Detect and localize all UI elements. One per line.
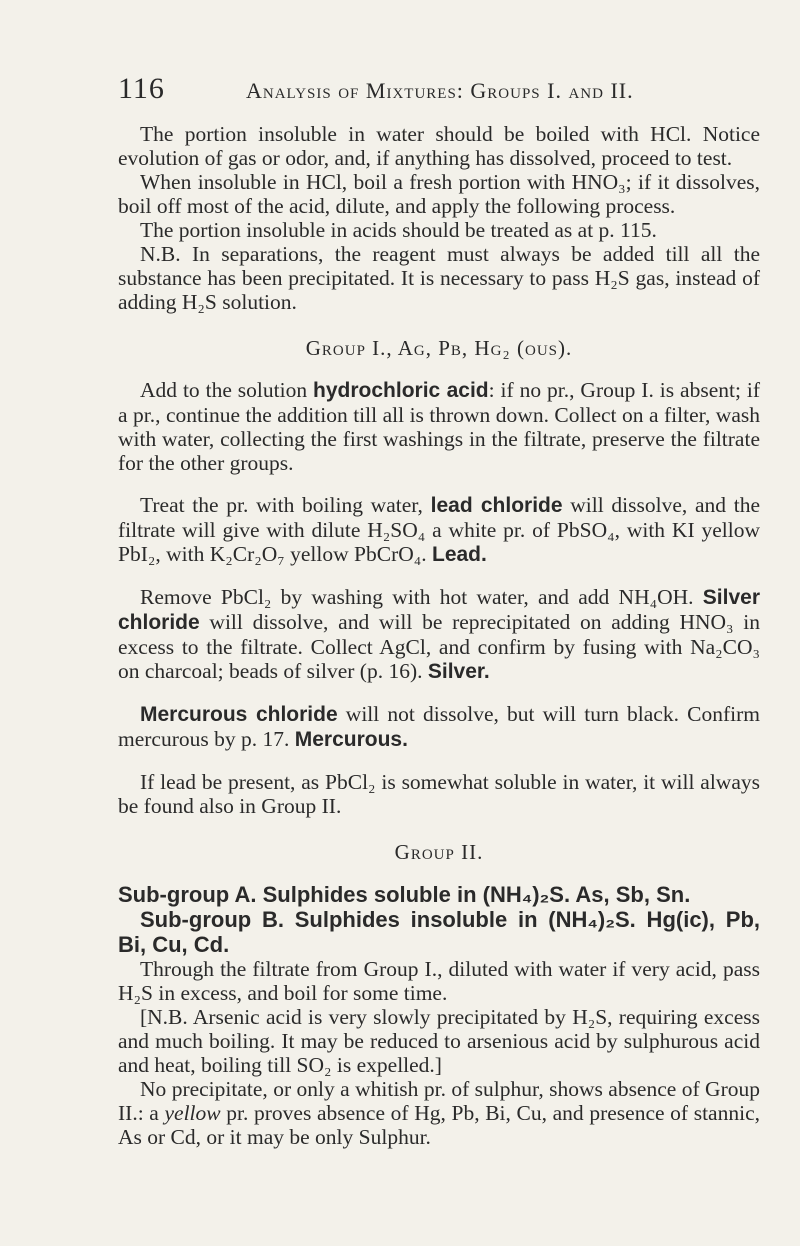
sub-group-b: Sub-group B. Sulphides insoluble in (NH₄)₂S. Hg(ic), Pb, Bi, Cu, Cd. xyxy=(118,907,760,957)
group-2-heading: Group II. xyxy=(394,840,484,864)
text-run: Add to the solution xyxy=(140,378,314,402)
group-2-paragraph xyxy=(118,1077,760,1149)
compound-name: lead chloride xyxy=(430,494,563,517)
text-run: will dissolve, and the filtrate will give with dilute H₂SO₄ a white pr. of PbSO₄, with KI yellow PbI₂, with K₂Cr₂O₇ yellow PbCrO₄. xyxy=(118,493,761,566)
result-label: Mercurous. xyxy=(294,728,408,751)
result-label: Lead. xyxy=(432,543,487,566)
group-1-paragraph xyxy=(118,493,760,567)
text-run: will dissolve, and will be reprecipitated on adding HNO₃ in excess to the filtrate. Collect AgCl, and confirm by fusing with Na₂CO₃ on charcoal; beads of silver (p. 16). xyxy=(118,610,760,683)
page-number: 116 xyxy=(118,72,165,105)
intro-paragraph: The portion insoluble in acids should be treated as at p. 115. xyxy=(140,218,657,242)
italic-word: yellow xyxy=(164,1101,221,1125)
text-run: Remove PbCl₂ by washing with hot water, and add NH₄OH. xyxy=(140,585,703,609)
page-body xyxy=(118,122,760,1149)
running-title: Analysis of Mixtures: Groups I. and II. xyxy=(246,78,634,103)
sub-group-a: Sub-group A. Sulphides soluble in (NH₄)₂S. As, Sb, Sn. xyxy=(118,882,691,907)
group-1-paragraph xyxy=(118,702,760,752)
reagent-name: hydrochloric acid xyxy=(313,379,489,402)
intro-paragraph: When insoluble in HCl, boil a fresh portion with HNO₃; if it dissolves, boil off most of the acid, dilute, and apply the following process. xyxy=(118,170,760,218)
text-run: No precipitate, or only a whitish pr. of sulphur, shows absence of Group II.: a xyxy=(118,1077,760,1125)
group-1-paragraph: If lead be present, as PbCl₂ is somewhat soluble in water, it will always be found also in Group II. xyxy=(118,770,760,818)
nb-paragraph: N.B. In separations, the reagent must always be added till all the substance has been precipitated. It is necessary to pass H₂S gas, instead of adding H₂S solution. xyxy=(118,242,760,314)
text-run: pr. proves absence of Hg, Pb, Bi, Cu, and presence of stannic, As or Cd, or it may be only Sulphur. xyxy=(118,1101,760,1149)
result-label: Silver. xyxy=(427,660,490,683)
group-1-paragraph xyxy=(118,378,760,475)
group-2-paragraph: Through the filtrate from Group I., diluted with water if very acid, pass H₂S in excess, and boil for some time. xyxy=(118,957,760,1005)
group-2-note: [N.B. Arsenic acid is very slowly precipitated by H₂S, requiring excess and much boiling. It may be reduced to arsenious acid by sulphurous acid and heat, boiling till SO₂ is expelled.] xyxy=(118,1005,760,1077)
group-1-paragraph xyxy=(118,585,760,684)
compound-name: Mercurous chloride xyxy=(140,703,338,726)
text-run: Treat the pr. with boiling water, xyxy=(140,493,431,517)
text-run: will not dissolve, but will turn black. Confirm mercurous by p. 17. xyxy=(118,702,760,751)
group-1-heading: Group I., Ag, Pb, Hg₂ (ous). xyxy=(305,336,573,360)
text-run: : if no pr., Group I. is absent; if a pr., continue the addition till all is thrown down. Collect on a filter, wash with water, collecting the first washings in the filtrate, preserve the filtrate for the other groups. xyxy=(118,378,760,475)
compound-name: Silver chloride xyxy=(118,586,760,634)
intro-paragraph: The portion insoluble in water should be boiled with HCl. Notice evolution of gas or odor, and, if anything has dissolved, proceed to test. xyxy=(118,122,760,170)
page-header xyxy=(118,72,728,112)
